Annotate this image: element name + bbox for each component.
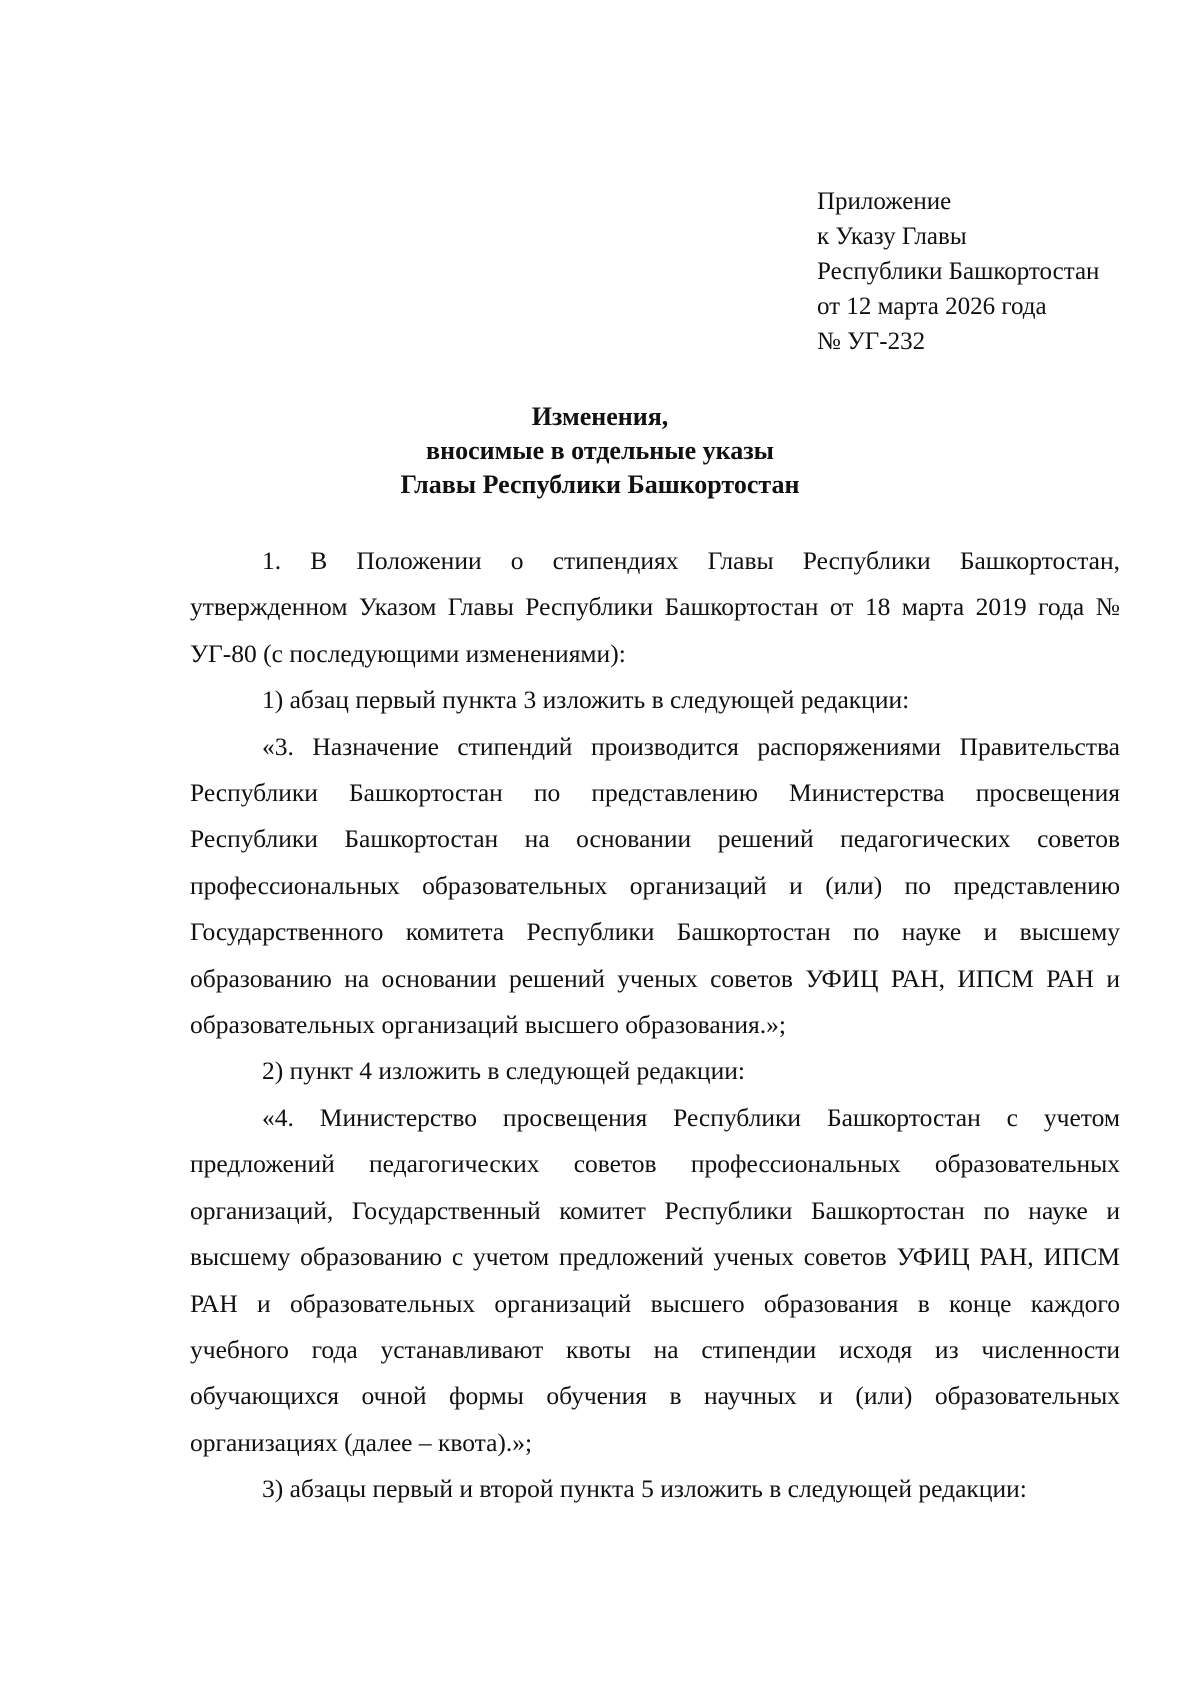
title-line: Главы Республики Башкортостан bbox=[400, 470, 800, 499]
appendix-line: Республики Башкортостан bbox=[817, 258, 1100, 285]
document-title bbox=[0, 400, 1200, 502]
body-paragraph: 2) пункт 4 изложить в следующей редакции: bbox=[262, 1056, 745, 1086]
document-body bbox=[190, 538, 1120, 1513]
appendix-line: к Указу Главы bbox=[817, 223, 967, 250]
appendix-line: от 12 марта 2026 года bbox=[817, 293, 1047, 320]
title-line: Изменения, bbox=[531, 402, 669, 431]
appendix-line: Приложение bbox=[817, 188, 952, 215]
body-paragraph: 3) абзацы первый и второй пункта 5 изложить в следующей редакции: bbox=[262, 1474, 1027, 1504]
body-paragraph: «3. Назначение стипендий производится распоряжениями Правительства Республики Башкортостан по представлению Министерства просвещения Республики Башкортостан на основании решений педагогических советов профессиональных образовательных организаций и (или) по представлению Государственного комитета Республики Башкортостан по науке и высшему образованию на основании решений ученых советов УФИЦ РАН, ИПСМ РАН и образовательных организаций высшего образования.»; bbox=[190, 731, 1120, 1040]
appendix-block bbox=[817, 184, 1099, 359]
body-paragraph: «4. Министерство просвещения Республики Башкортостан с учетом предложений педагогических советов профессиональных образовательных организаций, Государственный комитет Республики Башкортостан по науке и высшему образованию с учетом предложений ученых советов УФИЦ РАН, ИПСМ РАН и образовательных организаций высшего образования в конце каждого учебного года устанавливают квоты на стипендии исходя из численности обучающихся очной формы обучения в научных и (или) образовательных организациях (далее – квота).»; bbox=[190, 1102, 1120, 1457]
title-line: вносимые в отдельные указы bbox=[426, 436, 774, 465]
appendix-line: № УГ-232 bbox=[817, 328, 926, 355]
body-paragraph: 1. В Положении о стипендиях Главы Республики Башкортостан, утвержденном Указом Главы Республики Башкортостан от 18 марта 2019 года № УГ-80 (с последующими изменениями): bbox=[190, 546, 1120, 668]
body-paragraph: 1) абзац первый пункта 3 изложить в следующей редакции: bbox=[262, 685, 910, 715]
